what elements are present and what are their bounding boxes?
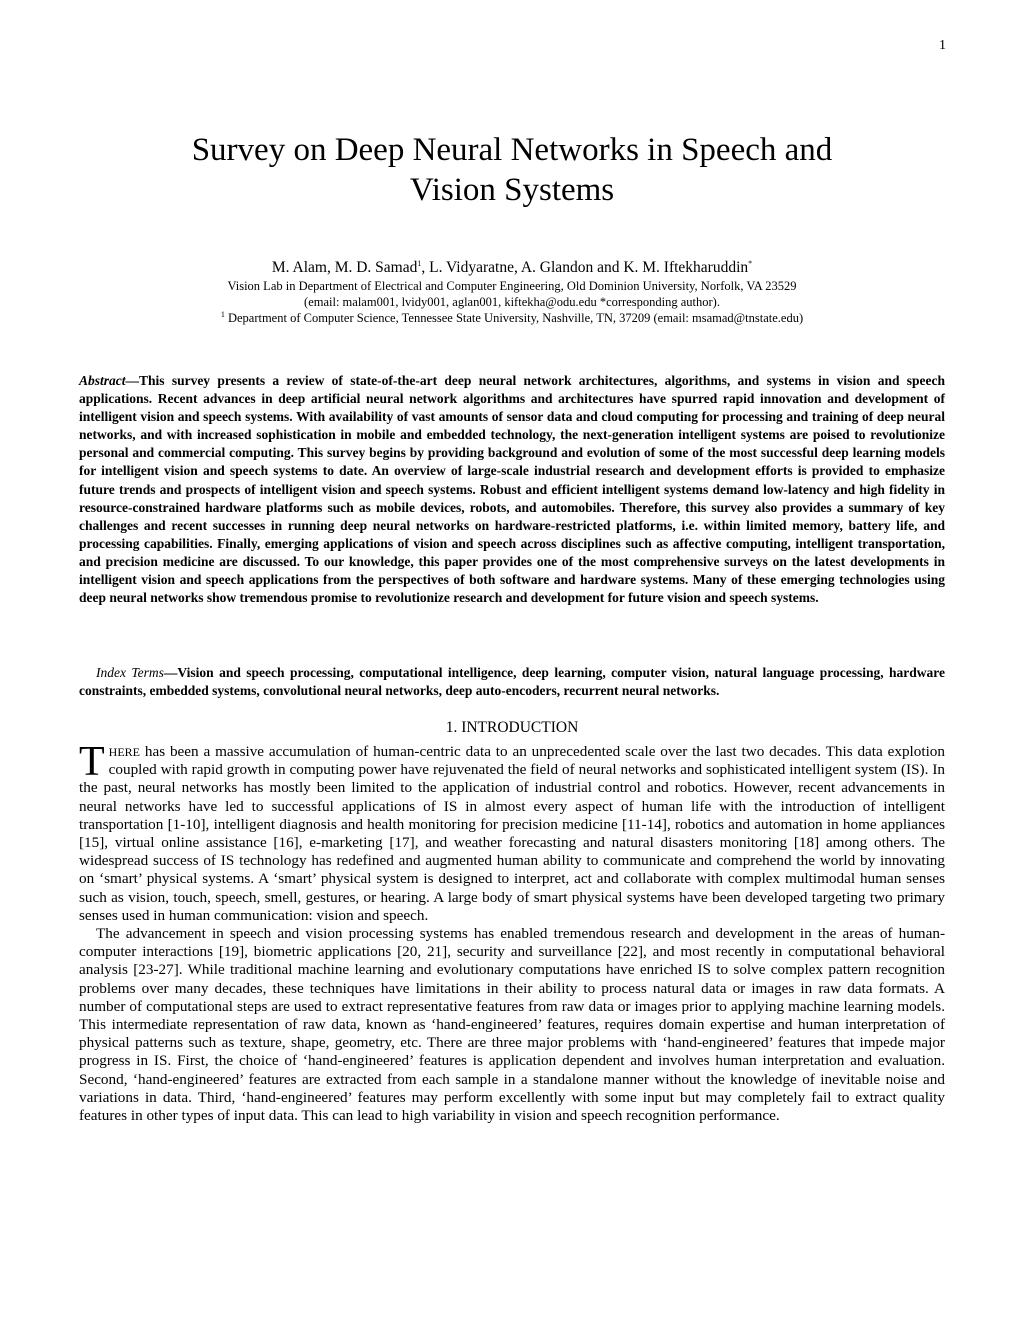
title-line-1: Survey on Deep Neural Networks in Speech and <box>191 132 833 168</box>
index-terms-label: Index Terms <box>96 665 164 680</box>
author-block <box>0 258 1024 326</box>
samad-affiliation-mark: 1 <box>417 258 422 268</box>
paper-title <box>0 130 1024 210</box>
affiliation-1: Vision Lab in Department of Electrical and Computer Engineering, Old Dominion University, Norfolk, VA 23529 <box>227 279 797 293</box>
corresponding-author-mark: * <box>748 258 753 268</box>
section-heading: 1. INTRODUCTION <box>445 719 579 736</box>
paragraph-1-text: has been a massive accumulation of human-centric data to an unprecedented scale over the last two decades. This data explotion coupled with rapid growth in computing power have rejuvenated the field of neural networks and sophisticated intelligent system (IS). In the past, neural networks has mostly been limited to the application of industrial control and robotics. However, recent advancements in neural networks have led to successful applications of IS in almost every aspect of human life with the introduction of intelligent transportation [1-10], intelligent diagnosis and health monitoring for precision medicine [11-14], robotics and automation in home appliances [15], virtual online assistance [16], e-marketing [17], and weather forecasting and natural disasters monitoring [18] among others. The widespread success of IS technology has redefined and augmented human ability to communicate and comprehend the world by innovating on ‘smart’ physical systems. A ‘smart’ physical system is designed to interpret, act and collaborate with complex multimodal human senses such as vision, touch, speech, smell, gestures, or hearing. A large body of smart physical systems have been developed targeting two primary senses used in human communication: vision and speech. <box>79 743 945 924</box>
author-names-part-2: , L. Vidyaratne, A. Glandon and K. M. Iftekharuddin <box>421 259 749 276</box>
author-names-part-1: M. Alam, M. D. Samad <box>271 259 418 276</box>
index-terms <box>79 664 945 700</box>
affiliation-2-text: Department of Computer Science, Tennessee State University, Nashville, TN, 37209 (email: msamad@tnstate.edu) <box>224 311 804 325</box>
page-number: 1 <box>939 38 946 53</box>
abstract-label: Abstract <box>79 373 126 388</box>
drop-cap: T <box>79 739 105 785</box>
paragraph-2: The advancement in speech and vision processing systems has enabled tremendous research and development in the areas of human-computer interactions [19], biometric applications [20, 21], security and surveillance [22], and most recently in computational behavioral analysis [23-27]. While traditional machine learning and evolutionary computations have enriched IS to solve complex pattern recognition problems over many decades, these techniques have limitations in their ability to process natural data or images in raw data formats. A number of computational steps are used to extract representative features from raw data or images prior to applying machine learning models. This intermediate representation of raw data, known as ‘hand-engineered’ features, requires domain expertise and human interpretation of physical patterns such as texture, shape, geometry, etc. There are three major problems with ‘hand-engineered’ features that impede major progress in IS. First, the choice of ‘hand-engineered’ features is application dependent and involves human interpretation and evaluation. Second, ‘hand-engineered’ features are extracted from each sample in a standalone manner without the knowledge of inevitable noise and variations in data. Third, ‘hand-engineered’ features may perform excellently with some input but may completely fail to extract quality features in other types of input data. This can lead to high variability in vision and speech recognition performance. <box>79 925 945 1125</box>
introduction-body <box>79 739 945 1125</box>
affiliation-2 <box>0 310 1024 326</box>
abstract-text: —This survey presents a review of state-of-the-art deep neural network architectures, algorithms, and systems in vision and speech applications. Recent advances in deep artificial neural network algorithms and architectures have spurred rapid innovation and development of intelligent vision and speech systems. With availability of vast amounts of sensor data and cloud computing for processing and training of deep neural networks, and with increased sophistication in mobile and embedded technology, the next-generation intelligent systems are poised to revolutionize personal and commercial computing. This survey begins by providing background and evolution of some of the most successful deep learning models for intelligent vision and speech systems to date. An overview of large-scale industrial research and development efforts is provided to emphasize future trends and prospects of intelligent vision and speech systems. Robust and efficient intelligent systems demand low-latency and high fidelity in resource-constrained hardware platforms such as mobile devices, robots, and automobiles. Therefore, this survey also provides a summary of key challenges and recent successes in running deep neural networks on hardware-restricted platforms, i.e. within limited memory, battery life, and processing capabilities. Finally, emerging applications of vision and speech across disciplines such as affective computing, intelligent transportation, and precision medicine are discussed. To our knowledge, this paper provides one of the most comprehensive surveys on the latest developments in intelligent vision and speech applications from the perspectives of both software and hardware systems. Many of these emerging technologies using deep neural networks show tremendous promise to revolutionize research and development for future vision and speech systems. <box>79 373 945 606</box>
title-line-2: Vision Systems <box>409 172 615 208</box>
first-word-small-caps: HERE <box>108 745 140 759</box>
index-terms-text: —Vision and speech processing, computational intelligence, deep learning, computer vision, natural language processing, hardware constraints, embedded systems, convolutional neural networks, deep auto-encoders, recurrent neural networks. <box>79 665 945 699</box>
author-names <box>0 258 1024 278</box>
affiliation-2-mark: 1 <box>220 309 225 319</box>
paragraph-1 <box>79 739 945 925</box>
author-emails: (email: malam001, lvidy001, aglan001, kiftekha@odu.edu *corresponding author). <box>304 295 720 309</box>
abstract <box>79 372 945 607</box>
